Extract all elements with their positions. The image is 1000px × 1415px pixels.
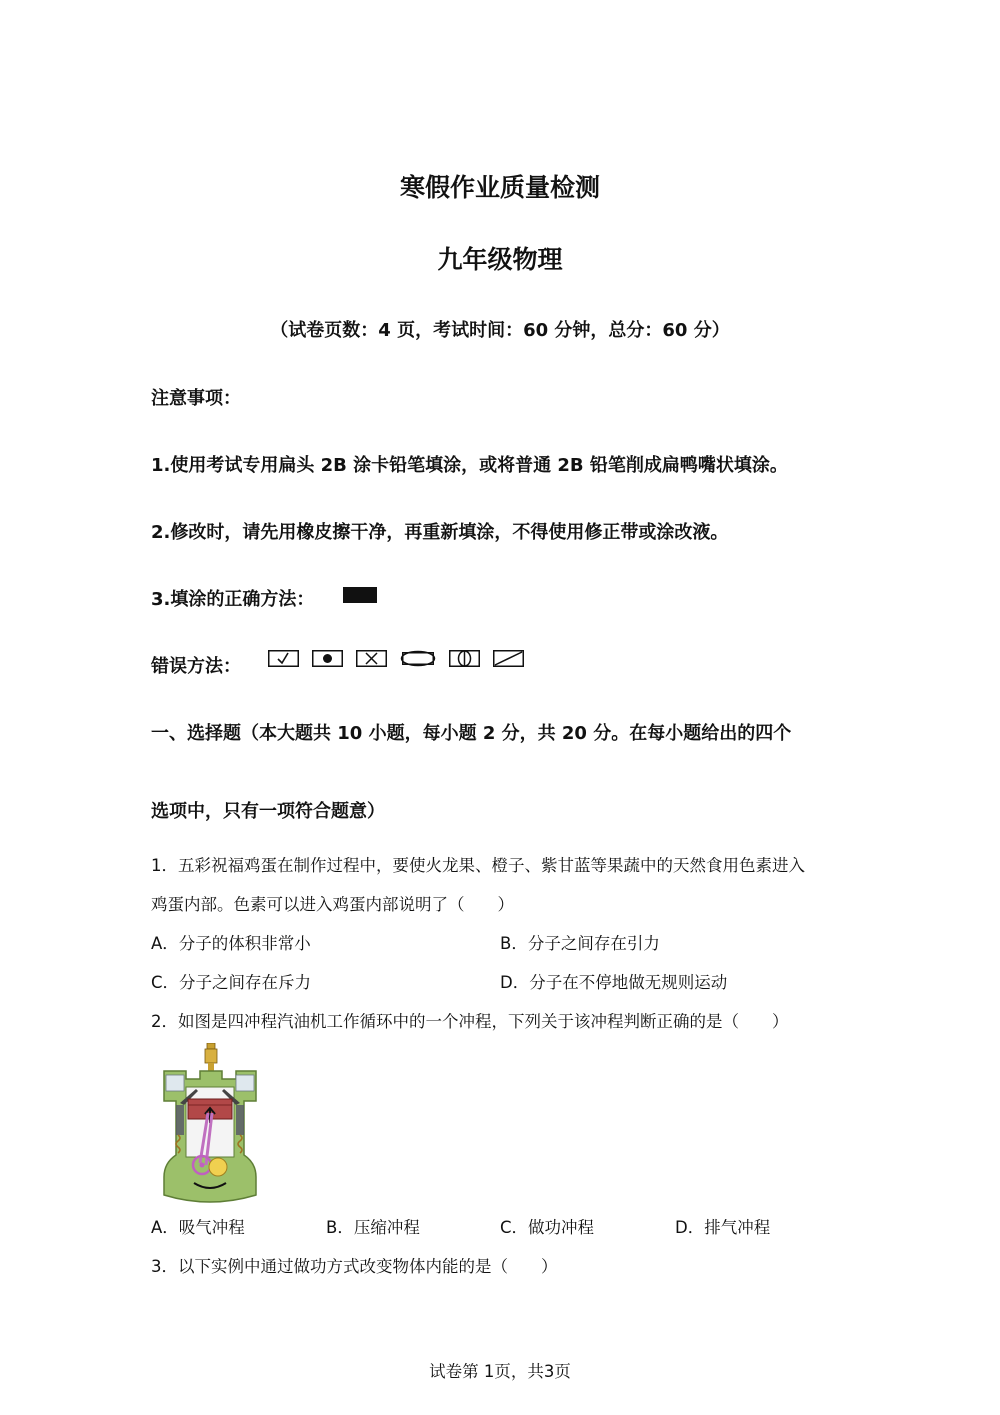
page-subtitle: 九年级物理 bbox=[437, 245, 563, 274]
notice-item-2: 2.修改时，请先用橡皮擦干净，再重新填涂，不得使用修正带或涂改液。 bbox=[151, 522, 729, 543]
question-2-option-b: B．压缩冲程 bbox=[326, 1218, 420, 1237]
question-1-option-a: A．分子的体积非常小 bbox=[151, 934, 311, 953]
engine-stroke-diagram bbox=[160, 1043, 260, 1203]
question-2-option-c: C．做功冲程 bbox=[500, 1218, 595, 1237]
wrong-mark-ellipse-icon bbox=[400, 650, 436, 667]
question-1-option-d: D．分子在不停地做无规则运动 bbox=[500, 973, 728, 992]
question-1-stem-line-2: 鸡蛋内部。色素可以进入鸡蛋内部说明了（ ） bbox=[151, 895, 514, 914]
page-title: 寒假作业质量检测 bbox=[399, 173, 600, 202]
wrong-mark-cross-icon bbox=[356, 650, 387, 667]
notice-item-1: 1.使用考试专用扁头 2B 涂卡铅笔填涂，或将普通 2B 铅笔削成扁鸭嘴状填涂。 bbox=[151, 455, 788, 476]
section-heading-line-1: 一、选择题（本大题共 10 小题，每小题 2 分，共 20 分。在每小题给出的四个 bbox=[151, 723, 792, 744]
notice-item-3: 3.填涂的正确方法： bbox=[151, 589, 315, 610]
notice-heading: 注意事项： bbox=[151, 388, 241, 409]
question-1-option-b: B．分子之间存在引力 bbox=[500, 934, 660, 953]
question-2-stem: 2．如图是四冲程汽油机工作循环中的一个冲程，下列关于该冲程判断正确的是（ ） bbox=[151, 1012, 789, 1031]
exam-meta: （试卷页数：4 页，考试时间：60 分钟，总分：60 分） bbox=[270, 320, 730, 341]
wrong-method-label: 错误方法： bbox=[151, 656, 241, 677]
wrong-fill-marks bbox=[268, 650, 524, 667]
question-2-option-d: D．排气冲程 bbox=[675, 1218, 771, 1237]
wrong-mark-split-icon bbox=[449, 650, 480, 667]
section-heading-line-2: 选项中，只有一项符合题意） bbox=[151, 801, 385, 822]
question-1-stem-line-1: 1．五彩祝福鸡蛋在制作过程中，要使火龙果、橙子、紫甘蓝等果蔬中的天然食用色素进入 bbox=[151, 856, 805, 875]
wrong-mark-slash-icon bbox=[493, 650, 524, 667]
question-3-stem: 3．以下实例中通过做功方式改变物体内能的是（ ） bbox=[151, 1257, 558, 1276]
question-2-option-a: A．吸气冲程 bbox=[151, 1218, 245, 1237]
correct-fill-mark-icon bbox=[343, 587, 377, 603]
question-1-option-c: C．分子之间存在斥力 bbox=[151, 973, 312, 992]
page-footer: 试卷第 1页，共3页 bbox=[429, 1362, 571, 1381]
wrong-mark-check-icon bbox=[268, 650, 299, 667]
wrong-mark-dot-icon bbox=[312, 650, 343, 667]
